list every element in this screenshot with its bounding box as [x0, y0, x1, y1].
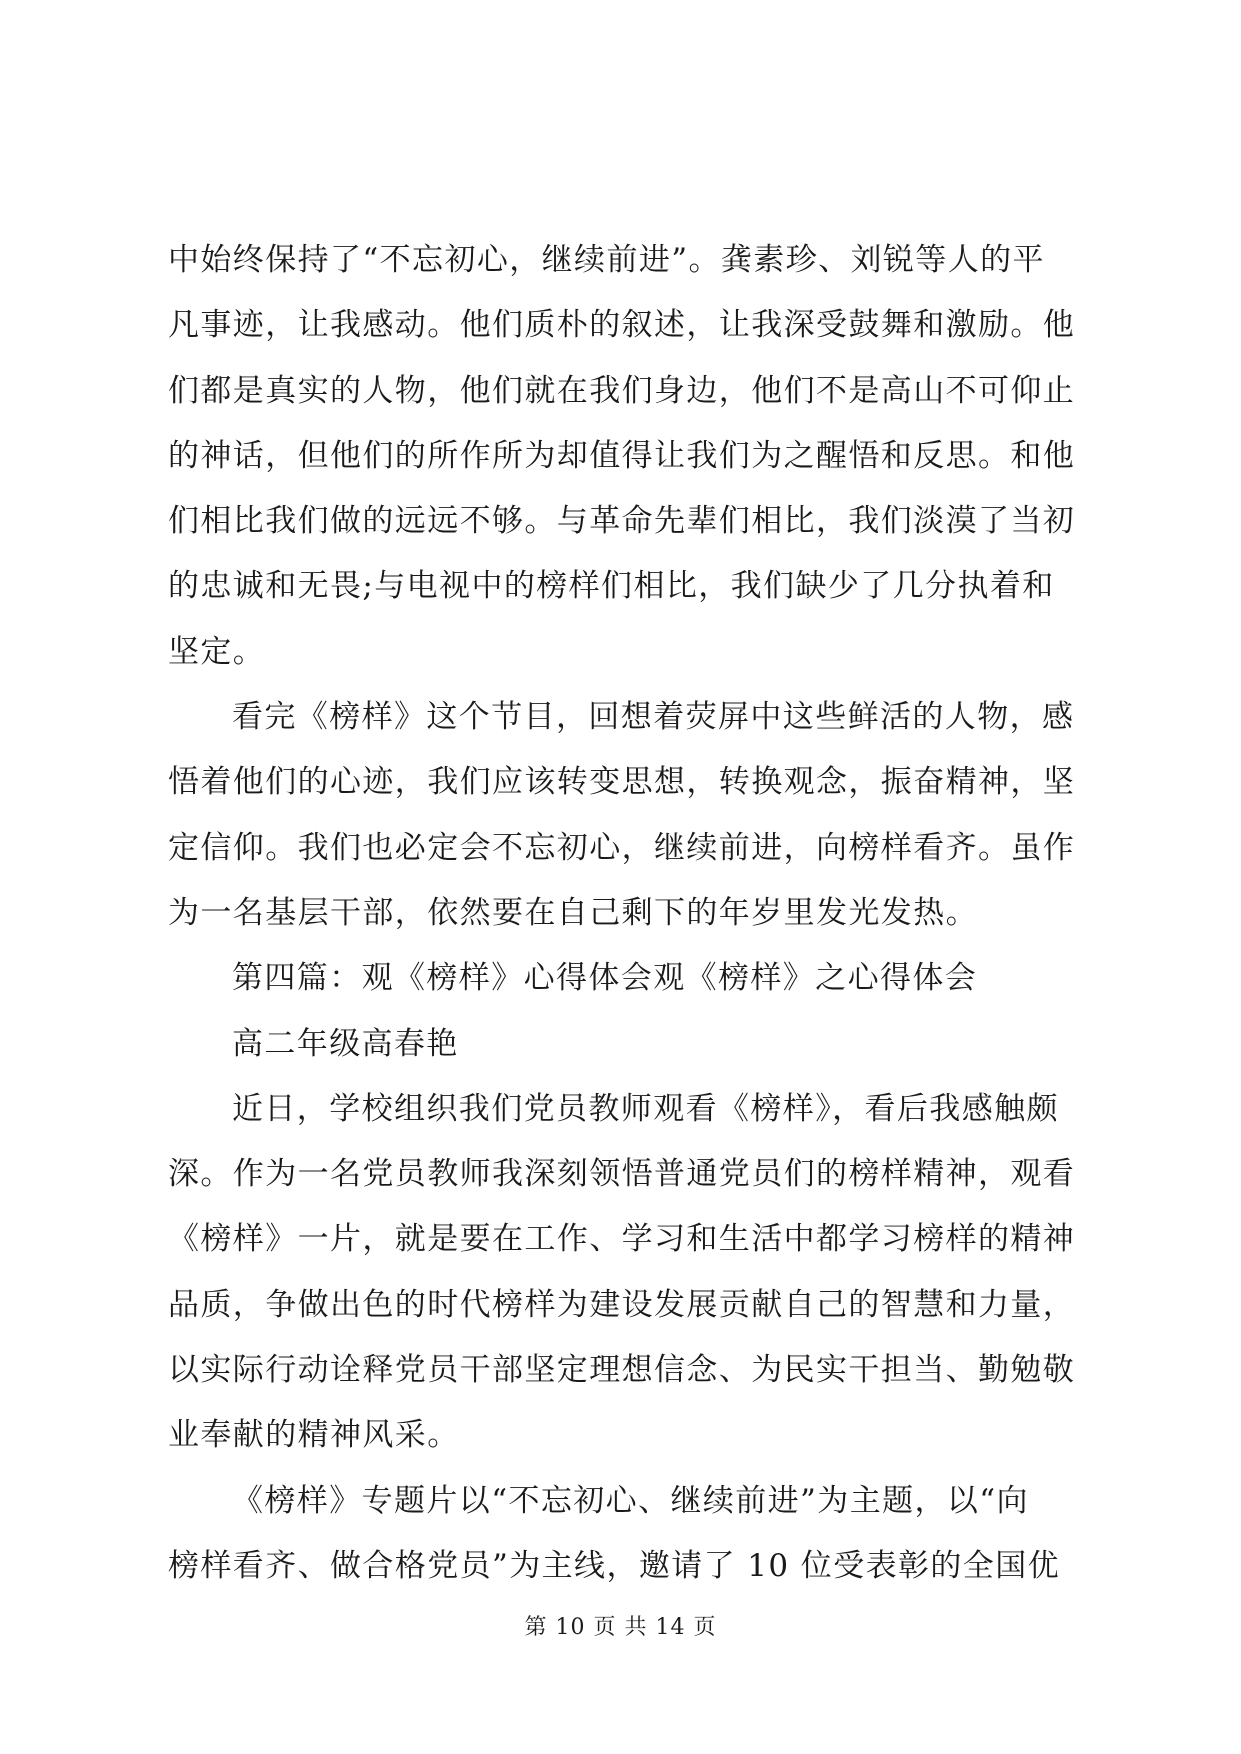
text-line: 们相比我们做的远远不够。与革命先辈们相比，我们淡漠了当初 — [168, 503, 1076, 540]
text-line: 深。作为一名党员教师我深刻领悟普通党员们的榜样精神，观看 — [168, 1156, 1076, 1193]
text-line: 《榜样》一片，就是要在工作、学习和生活中都学习榜样的精神 — [168, 1221, 1076, 1258]
text-line: 榜样看齐、做合格党员”为主线，邀请了 10 位受表彰的全国优 — [168, 1547, 1060, 1584]
text-line: 中始终保持了“不忘初心，继续前进”。龚素珍、刘锐等人的平 — [168, 242, 1045, 278]
text-line: 第四篇：观《榜样》心得体会观《榜样》之心得体会 — [232, 960, 978, 997]
text-line: 业奉献的精神风采。 — [168, 1417, 460, 1454]
text-line: 凡事迹，让我感动。他们质朴的叙述，让我深受鼓舞和激励。他 — [168, 307, 1076, 344]
text-line: 的神话，但他们的所作所为却值得让我们为之醒悟和反思。和他 — [168, 437, 1076, 474]
text-line: 《榜样》专题片以“不忘初心、继续前进”为主题，以“向 — [232, 1482, 1029, 1519]
text-line: 高二年级高春艳 — [232, 1025, 459, 1062]
text-line: 近日，学校组织我们党员教师观看《榜样》，看后我感触颇 — [232, 1090, 1059, 1127]
document-body — [168, 228, 1078, 1599]
text-line: 们都是真实的人物，他们就在我们身边，他们不是高山不可仰止 — [168, 372, 1076, 409]
text-line: 看完《榜样》这个节目，回想着荧屏中这些鲜活的人物，感 — [232, 699, 1075, 736]
text-line: 以实际行动诠释党员干部坚定理想信念、为民实干担当、勤勉敬 — [168, 1352, 1076, 1389]
text-line: 坚定。 — [168, 633, 266, 670]
text-line: 品质，争做出色的时代榜样为建设发展贡献自己的智慧和力量， — [168, 1286, 1076, 1323]
text-line: 的忠诚和无畏;与电视中的榜样们相比，我们缺少了几分执着和 — [168, 568, 1055, 605]
text-line: 悟着他们的心迹，我们应该转变思想，转换观念，振奋精神，坚 — [168, 764, 1076, 801]
page-footer: 第 10 页 共 14 页 — [524, 1615, 717, 1640]
text-line: 定信仰。我们也必定会不忘初心，继续前进，向榜样看齐。虽作 — [168, 829, 1076, 866]
text-line: 为一名基层干部，依然要在自己剩下的年岁里发光发热。 — [168, 894, 978, 931]
